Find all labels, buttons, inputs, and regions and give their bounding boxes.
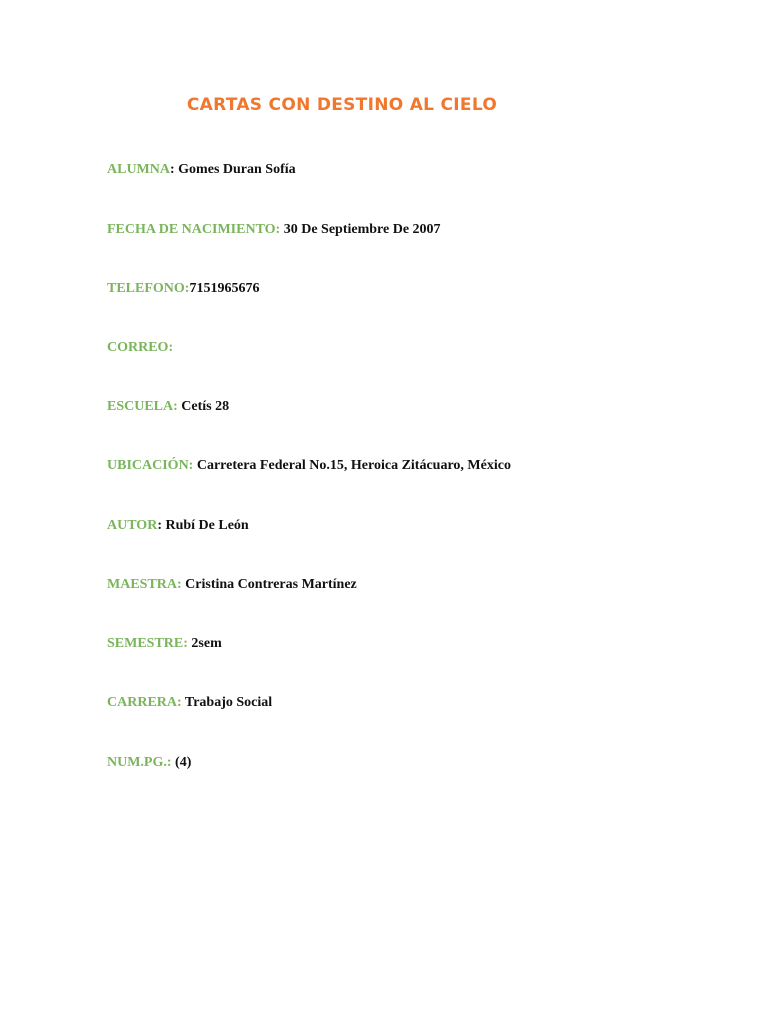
document-title: CARTAS CON DESTINO AL CIELO: [186, 95, 498, 115]
field-num-pg: [107, 754, 191, 772]
field-label: UBICACIÓN:: [107, 458, 194, 473]
field-label: ESCUELA:: [107, 399, 178, 414]
field-label: FECHA DE NACIMIENTO:: [107, 222, 281, 237]
field-value: 30 De Septiembre De 2007: [283, 222, 441, 237]
field-autor: [107, 517, 249, 535]
field-value: (4): [175, 755, 192, 770]
field-value: Cristina Contreras Martínez: [185, 577, 357, 592]
field-ubicacion: [107, 457, 511, 475]
field-value: Rubí De León: [165, 518, 249, 533]
field-label: AUTOR: [107, 518, 158, 533]
field-correo: [107, 339, 173, 357]
field-value: Trabajo Social: [184, 695, 273, 710]
field-escuela: [107, 398, 229, 416]
field-label: ALUMNA: [107, 162, 170, 177]
field-label: CARRERA:: [107, 695, 182, 710]
field-label: SEMESTRE:: [107, 636, 188, 651]
field-label: TELEFONO:: [107, 281, 190, 296]
field-semestre: [107, 635, 222, 653]
field-value: Gomes Duran Sofía: [178, 162, 296, 177]
field-label: CORREO:: [107, 340, 174, 355]
field-label: MAESTRA:: [107, 577, 182, 592]
field-separator: :: [170, 162, 179, 177]
field-value: 7151965676: [189, 281, 260, 296]
field-label: NUM.PG.:: [107, 755, 172, 770]
field-value: 2sem: [191, 636, 222, 651]
field-value: Carretera Federal No.15, Heroica Zitácuaro, México: [196, 458, 511, 473]
field-separator: :: [157, 518, 166, 533]
field-fecha-de-nacimiento: [107, 221, 441, 239]
field-telefono: [107, 280, 259, 298]
field-alumna: [107, 161, 296, 179]
field-carrera: [107, 694, 272, 712]
field-maestra: [107, 576, 357, 594]
field-value: Cetís 28: [181, 399, 230, 414]
